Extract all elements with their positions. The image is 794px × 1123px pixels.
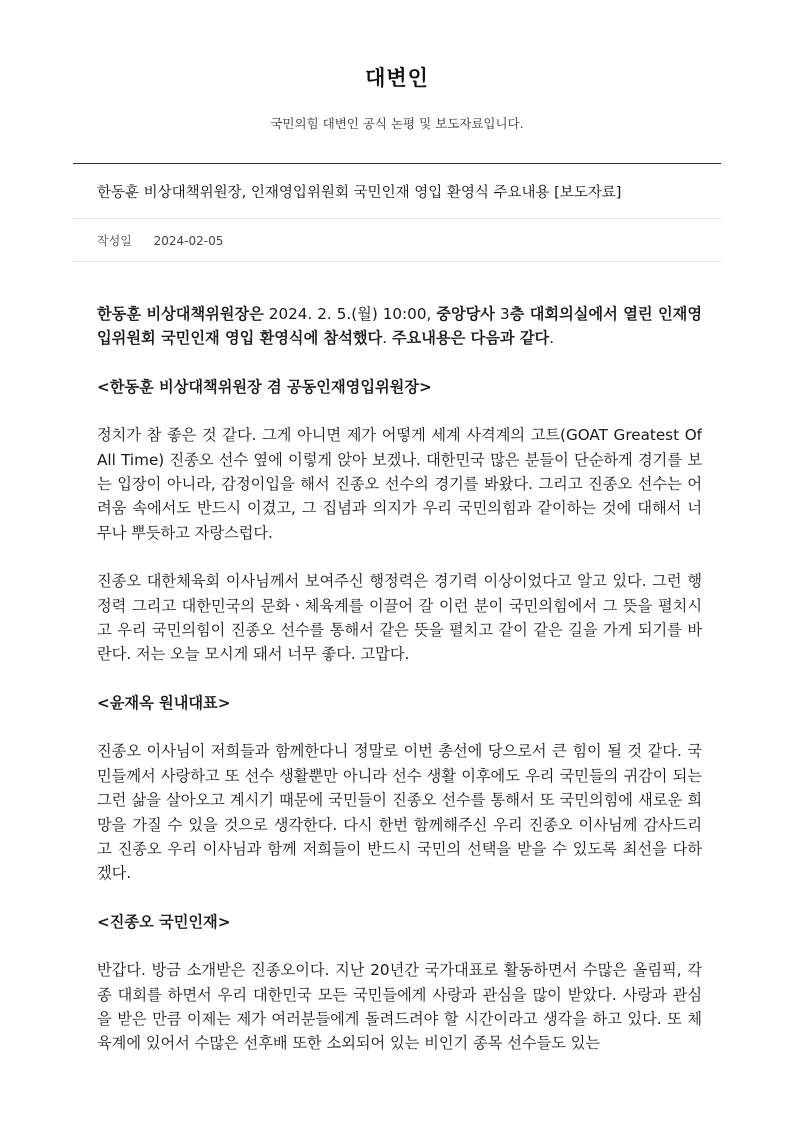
header-divider [73, 163, 721, 164]
speaker-heading-han: <한동훈 비상대책위원장 겸 공동인재영입위원장> [97, 377, 432, 396]
site-header [0, 0, 794, 132]
paragraph-han-1: 정치가 참 좋은 것 같다. 그게 아니면 제가 어떻게 세계 사격계의 고트(GOAT Greatest Of All Time) 진종오 선수 옆에 이렇게 앉아 보겠나. 대한민국 많은 분들이 단순하게 경기를 보는 입장이 아니라, 감정이입을 해서 진종오 선수의 경기를 봐왔다. 그리고 진종오 선수는 어려움 속에서도 반드시 이겼고, 그 집념과 의지가 우리 국민의힘과 같이하는 것에 대해서 너무나 뿌듯하고 자랑스럽다. [97, 426, 702, 542]
title-divider [73, 218, 721, 219]
post-title: 한동훈 비상대책위원장, 인재영입위원회 국민인재 영입 환영식 주요내용 [보도자료] [97, 185, 622, 201]
paragraph-yoon: 진종오 이사님이 저희들과 함께한다니 정말로 이번 총선에 당으로서 큰 힘이 될 것 같다. 국민들께서 사랑하고 또 선수 생활뿐만 아니라 선수 생활 이후에도 우리 국민들의 귀감이 되는 그런 삶을 살아오고 계시기 때문에 국민들이 진종오 선수를 통해서 또 국민의힘에 새로운 희망을 가질 수 있을 것으로 생각한다. 다시 한번 함께해주신 우리 진종오 이사님께 감사드리고 진종오 우리 이사님과 함께 저희들이 반드시 국민의 선택을 받을 수 있도록 최선을 다하겠다. [97, 742, 702, 883]
intro-bold-4: 주요내용은 다음과 같다 [391, 329, 550, 348]
intro-bold-1: 한동훈 비상대책위원장은 [97, 305, 264, 323]
article-body [97, 302, 702, 1080]
post-date: 2024-02-05 [153, 234, 224, 248]
meta-divider [73, 261, 721, 262]
post-meta [97, 232, 223, 249]
intro-plain-2: 3 [494, 305, 510, 323]
intro-bold-2: 중앙당사 [436, 305, 495, 323]
intro-plain-3: . [382, 329, 392, 348]
speaker-heading-jin: <진종오 국민인재> [97, 912, 231, 931]
intro-plain-4: . [549, 329, 555, 348]
site-subtitle: 국민의힘 대변인 공식 논평 및 보도자료입니다. [270, 116, 524, 131]
intro-plain-1: 2024. 2. 5.(월) 10:00, [263, 305, 437, 323]
paragraph-han-2: 진종오 대한체육회 이사님께서 보여주신 행정력은 경기력 이상이었다고 알고 있다. 그런 행정력 그리고 대한민국의 문화ㆍ체육계를 이끌어 갈 이런 분이 국민의힘에서 그 뜻을 펼치시고 우리 국민의힘이 진종오 선수를 통해서 같은 뜻을 펼치고 같이 같은 길을 가게 되기를 바란다. 저는 오늘 모시게 돼서 너무 좋다. 고맙다. [97, 572, 702, 664]
site-title: 대변인 [365, 66, 429, 90]
intro-bold-3: 층 대회의실에서 열린 인재영입위원회 국민인재 영입 환영식에 참석했다 [97, 305, 702, 348]
paragraph-jin: 반갑다. 방금 소개받은 진종오이다. 지난 20년간 국가대표로 활동하면서 수많은 올림픽, 각종 대회를 하면서 우리 대한민국 모든 국민들에게 사랑과 관심을 많이 받았다. 사랑과 관심을 받은 만큼 이제는 제가 여러분들에게 돌려드려야 할 시간이라고 생각을 하고 있다. 또 체육계에 있어서 수많은 선후배 또한 소외되어 있는 비인기 종목 선수들도 있는 [97, 961, 702, 1053]
date-label: 작성일 [97, 234, 132, 248]
intro-paragraph [97, 302, 702, 351]
speaker-heading-yoon: <윤재옥 원내대표> [97, 693, 231, 712]
